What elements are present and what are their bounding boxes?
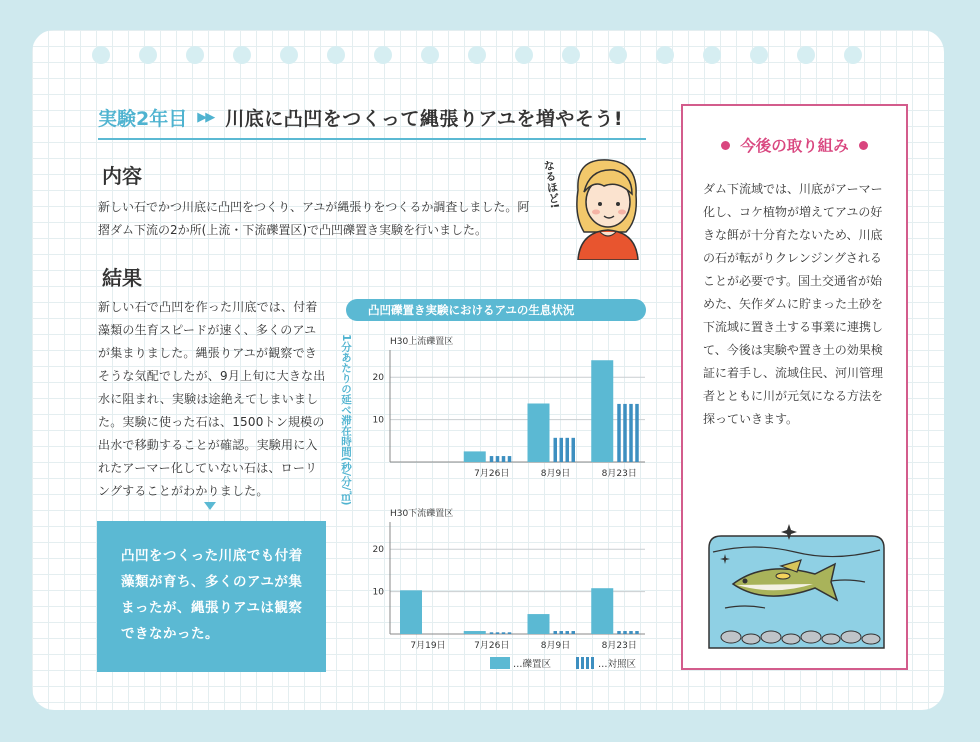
binder-hole [186, 46, 204, 64]
binder-hole [609, 46, 627, 64]
bar-control [572, 631, 576, 634]
y-tick-label: 10 [372, 587, 384, 598]
binder-hole [374, 46, 392, 64]
bar-control [623, 404, 627, 462]
bar-control [566, 631, 570, 634]
legend-swatch-control [591, 657, 594, 669]
bar-treatment [464, 631, 486, 634]
legend-swatch-control [586, 657, 589, 669]
speech-text: なるほど! [541, 159, 562, 210]
x-tick-label: 8月9日 [540, 469, 571, 479]
bar-control [629, 404, 633, 462]
page-header [98, 96, 646, 140]
legend-swatch-control [581, 657, 584, 669]
binder-hole [233, 46, 251, 64]
y-axis-label: 1分あたりの延べ滞在時間(秒/分/㎡) [340, 334, 352, 506]
girl-illustration [538, 150, 648, 260]
bar-control [623, 631, 627, 634]
result-text: 新しい石で凸凹を作った川底では、付着藻類の生育スピードが速く、多くのアユが集まりました。縄張りアユが観察できそうな気配でしたが、9月上旬に大きな出水に阻まれ、実験は途絶えてしまいました。実験に使った石は、1500トン規模の出水で移動することが確認。実験用に入れたアーマー化していない石は、ローリングすることがわかりました。 [98, 300, 326, 498]
bar-control [554, 438, 558, 462]
x-tick-label: 7月19日 [410, 641, 446, 651]
binder-hole [92, 46, 110, 64]
bar-control [490, 632, 494, 634]
arrow-icon: ▶▶ [197, 109, 214, 125]
binder-hole [327, 46, 345, 64]
x-tick-label: 8月23日 [601, 641, 637, 651]
legend-swatch-control [576, 657, 579, 669]
bar-control [560, 438, 564, 462]
bar-treatment [400, 590, 422, 634]
binder-hole [703, 46, 721, 64]
y-tick-label: 20 [372, 373, 384, 384]
bar-control [496, 632, 500, 634]
bar-control [496, 456, 500, 462]
bar-control [508, 632, 512, 634]
bar-control [572, 438, 576, 462]
binder-hole [844, 46, 862, 64]
summary-box: 凸凹をつくった川底でも付着藻類が育ち、多くのアユが集まったが、縄張りアユは観察できなかった。 [97, 521, 326, 672]
binder-hole [562, 46, 580, 64]
bar-treatment [591, 588, 613, 634]
chart-subtitle: H30上流礫置区 [390, 337, 454, 347]
binder-hole [515, 46, 533, 64]
page-title: 川底に凸凹をつくって縄張りアユを増やそう! [225, 107, 624, 130]
bar-control [635, 631, 639, 634]
bar-control [502, 632, 506, 634]
dot-icon [859, 141, 868, 150]
binder-holes [92, 46, 892, 66]
binder-hole [280, 46, 298, 64]
binder-hole [139, 46, 157, 64]
chart-subtitle: H30下流礫置区 [390, 509, 454, 519]
bar-control [490, 456, 494, 462]
bar-control [617, 631, 621, 634]
bar-control [502, 456, 506, 462]
panel-title: 今後の取り組み [683, 134, 906, 156]
content-text: 新しい石でかつ川底に凸凹をつくり、アユが縄張りをつくるか調査しました。阿摺ダム下流の2か所(上流・下流礫置区)で凸凹礫置き実験を行いました。 [98, 200, 530, 237]
future-panel [681, 104, 908, 670]
panel-text: ダム下流域では、川底がアーマー化し、コケ植物が増えてアユの好きな餌が十分育たないため、川底の石が転がりクレンジングされることが必要です。国土交通省が始めた、矢作ダムに貯まった土砂を下流域に置き土する事業に連携して、今後は実験や置き土の効果検証に着手し、流域住民、河川管理者とともに川が元気になる方法を探っていきます。 [703, 182, 884, 426]
bar-treatment [591, 360, 613, 462]
chart-title: 凸凹礫置き実験におけるアユの生息状況 [346, 299, 646, 321]
binder-hole [797, 46, 815, 64]
bar-control [554, 631, 558, 634]
x-tick-label: 7月26日 [474, 641, 510, 651]
binder-hole [750, 46, 768, 64]
y-tick-label: 20 [372, 545, 384, 556]
bar-control [508, 456, 512, 462]
bar-treatment [528, 614, 550, 634]
content-heading: 内容 [102, 160, 142, 189]
legend-label-treatment: …礫置区 [513, 659, 552, 670]
bar-control [617, 404, 621, 462]
result-heading: 結果 [102, 262, 142, 291]
bar-control [560, 631, 564, 634]
bar-treatment [464, 451, 486, 462]
bar-control [566, 438, 570, 462]
binder-hole [468, 46, 486, 64]
down-arrow-icon [204, 502, 216, 510]
bar-chart [340, 322, 650, 682]
binder-hole [421, 46, 439, 64]
x-tick-label: 8月23日 [601, 469, 637, 479]
year-label: 実験2年目 [98, 107, 188, 130]
fish-illustration [705, 522, 888, 652]
binder-hole [656, 46, 674, 64]
bar-treatment [528, 403, 550, 462]
x-tick-label: 8月9日 [540, 641, 571, 651]
legend-swatch-treatment [490, 657, 510, 669]
bar-control [629, 631, 633, 634]
legend-label-control: …対照区 [598, 659, 637, 670]
y-tick-label: 10 [372, 415, 384, 426]
dot-icon [721, 141, 730, 150]
x-tick-label: 7月26日 [474, 469, 510, 479]
bar-control [635, 404, 639, 462]
